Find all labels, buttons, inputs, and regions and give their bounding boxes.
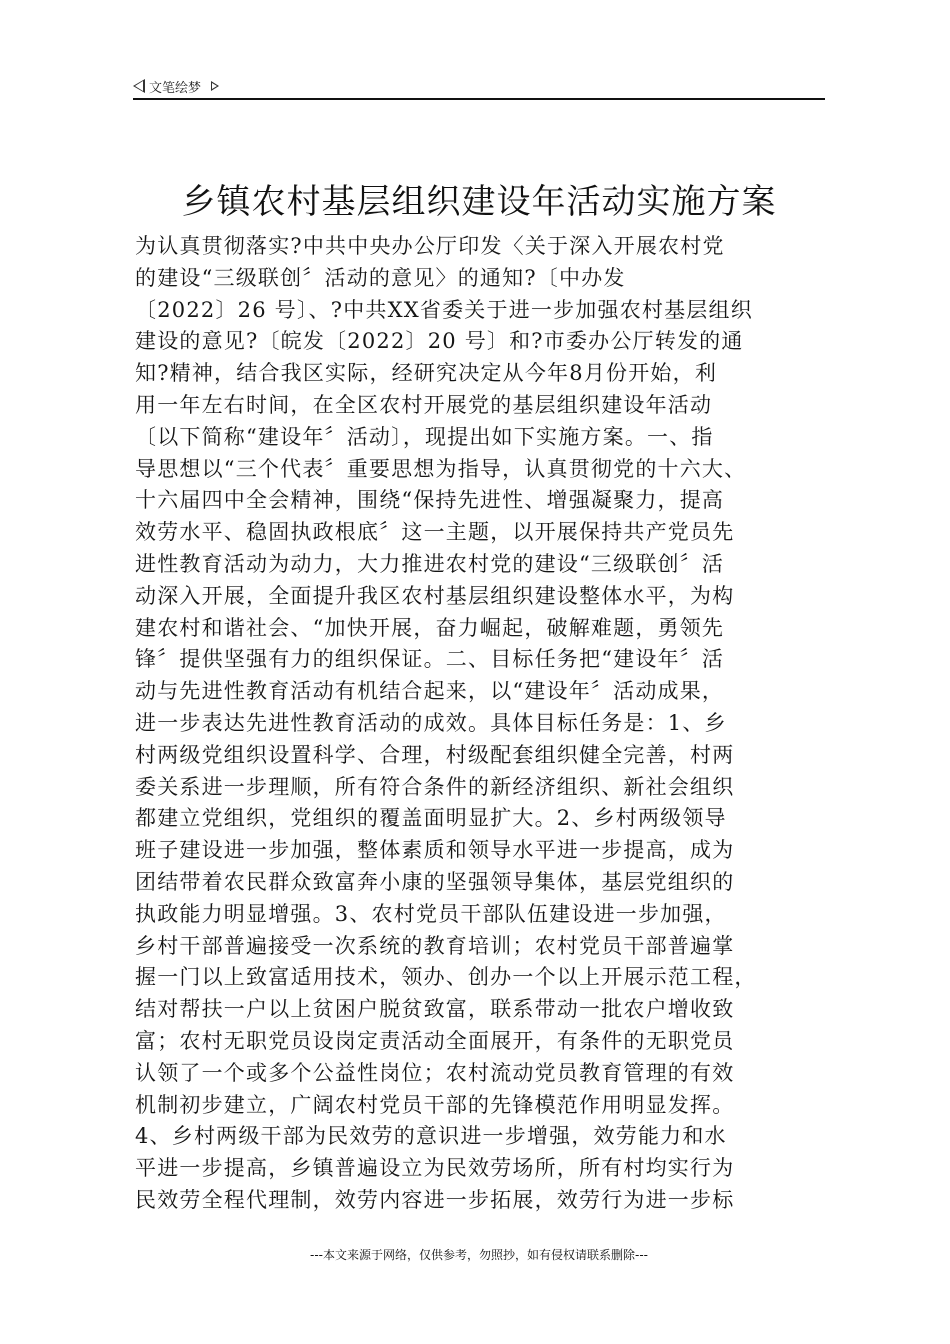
header-brand: 文笔绘梦	[149, 80, 202, 96]
document-title: 乡镇农村基层组织建设年活动实施方案	[181, 182, 777, 222]
body-line: 导思想以“三个代表〞重要思想为指导，认真贯彻党的十六大、	[135, 456, 747, 481]
body-line: 锋〞提供坚强有力的组织保证。二、目标任务把“建设年〞活	[135, 647, 725, 672]
body-line: 动与先进性教育活动有机结合起来，以“建设年〞活动成果，	[135, 679, 725, 704]
body-line: 效劳水平、稳固执政根底〞这一主题，以开展保持共产党员先	[135, 520, 735, 545]
body-line: 十六届四中全会精神，围绕“保持先进性、增强凝聚力，提高	[135, 488, 725, 513]
body-line: 〔2022〕26 号〕、?中共XX省委关于进一步加强农村基层组织	[135, 297, 753, 322]
body-line: 知?精神，结合我区实际，经研究决定从今年8月份开始，利	[135, 361, 718, 386]
body-line: 建农村和谐社会、“加快开展，奋力崛起，破解难题，勇领先	[135, 615, 725, 640]
body-line: 富；农村无职党员设岗定责活动全面展开，有条件的无职党员	[135, 1028, 735, 1053]
body-line: 民效劳全程代理制，效劳内容进一步拓展，效劳行为进一步标	[135, 1187, 735, 1212]
body-line: 团结带着农民群众致富奔小康的坚强领导集体，基层党组织的	[135, 869, 735, 894]
body-line: 都建立党组织，党组织的覆盖面明显扩大。2、乡村两级领导	[135, 806, 727, 831]
body-line: 机制初步建立，广阔农村党员干部的先锋模范作用明显发挥。	[135, 1092, 735, 1117]
body-line: 村两级党组织设置科学、合理，村级配套组织健全完善，村两	[135, 742, 735, 767]
document-body	[135, 231, 835, 1217]
body-line: 动深入开展，全面提升我区农村基层组织建设整体水平，为构	[135, 583, 735, 608]
footer-notice: ---本文来源于网络，仅供参考，勿照抄，如有侵权请联系删除---	[310, 1248, 648, 1262]
body-line: 建设的意见?〔皖发〔2022〕20 号〕和?市委办公厅转发的通	[135, 329, 744, 354]
body-line: 用一年左右时间，在全区农村开展党的基层组织建设年活动	[135, 392, 713, 417]
body-line: 乡村干部普遍接受一次系统的教育培训；农村党员干部普遍掌	[135, 933, 735, 958]
body-line: 进一步表达先进性教育活动的成效。具体目标任务是：1、乡	[135, 710, 727, 735]
body-line: 执政能力明显增强。3、农村党员干部队伍建设进一步加强，	[135, 901, 727, 926]
body-line: 平进一步提高，乡镇普遍设立为民效劳场所，所有村均实行为	[135, 1156, 735, 1181]
body-line: 结对帮扶一户以上贫困户脱贫致富，联系带动一批农户增收致	[135, 997, 735, 1022]
body-line: 4、乡村两级干部为民效劳的意识进一步增强，效劳能力和水	[135, 1124, 727, 1149]
triangle-right-icon	[211, 81, 219, 91]
body-line: 的建设“三级联创〞活动的意见〉的通知?〔中办发	[135, 265, 626, 290]
body-line: 认领了一个或多个公益性岗位；农村流动党员教育管理的有效	[135, 1060, 735, 1085]
body-line: 〔以下简称“建设年〞活动〕，现提出如下实施方案。一、指	[135, 424, 714, 449]
body-line: 委关系进一步理顺，所有符合条件的新经济组织、新社会组织	[135, 774, 735, 799]
header-divider	[133, 98, 825, 100]
triangle-left-icon	[133, 79, 145, 93]
body-line: 为认真贯彻落实?中共中央办公厅印发〈关于深入开展农村党	[135, 234, 725, 258]
page-header	[133, 74, 825, 98]
body-line: 班子建设进一步加强，整体素质和领导水平进一步提高，成为	[135, 838, 735, 863]
body-line: 握一门以上致富适用技术，领办、创办一个以上开展示范工程，	[135, 965, 757, 990]
body-line: 进性教育活动为动力，大力推进农村党的建设“三级联创〞活	[135, 551, 725, 576]
